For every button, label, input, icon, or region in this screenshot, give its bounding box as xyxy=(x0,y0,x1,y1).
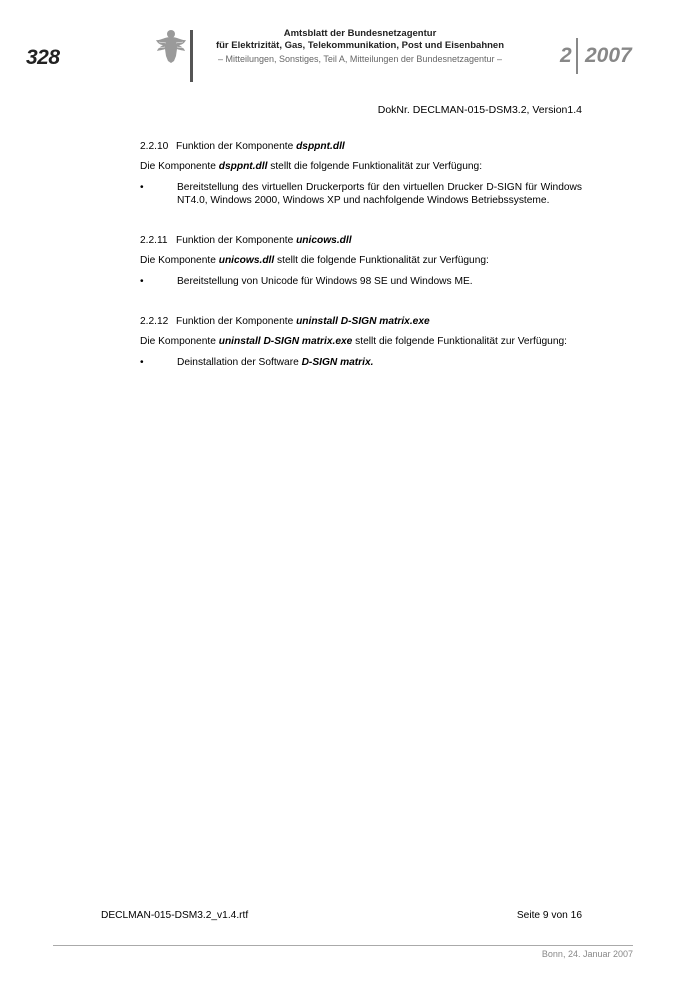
header-divider xyxy=(190,30,193,82)
bullet-symbol: • xyxy=(140,276,144,287)
document-number: DokNr. DECLMAN-015-DSM3.2, Version1.4 xyxy=(377,104,582,116)
section-2-2-10 xyxy=(140,140,582,207)
list-item-text xyxy=(177,356,582,369)
gazette-title-line1: Amtsblatt der Bundesnetzagentur xyxy=(283,28,437,39)
gazette-title-line2: für Elektrizität, Gas, Telekommunikation, Post und Eisenbahnen xyxy=(215,40,505,51)
heading-component: unicows.dll xyxy=(296,235,352,246)
heading-component: uninstall D-SIGN matrix.exe xyxy=(296,316,430,327)
intro-prefix: Die Komponente xyxy=(140,336,219,347)
heading-component: dsppnt.dll xyxy=(296,141,345,152)
intro-prefix: Die Komponente xyxy=(140,255,219,266)
gazette-title xyxy=(200,28,520,52)
footer-divider xyxy=(53,945,633,946)
intro-component: unicows.dll xyxy=(218,255,275,266)
intro-suffix: stellt die folgende Funktionalität zur Verfügung: xyxy=(274,255,489,266)
issue-number: 2 xyxy=(560,44,572,67)
section-heading xyxy=(140,234,582,247)
heading-text: Funktion der Komponente xyxy=(176,235,297,246)
section-2-2-11 xyxy=(140,234,582,288)
document-body xyxy=(140,140,582,396)
heading-text: Funktion der Komponente xyxy=(176,316,297,327)
section-intro xyxy=(140,160,582,173)
intro-component: uninstall D-SIGN matrix.exe xyxy=(218,336,353,347)
software-name: D-SIGN matrix. xyxy=(301,357,374,368)
section-number: 2.2.12 xyxy=(140,316,169,327)
federal-eagle-logo xyxy=(154,28,188,64)
issue-divider xyxy=(576,38,578,74)
bullet-symbol: • xyxy=(140,357,144,368)
gazette-subtitle: – Mitteilungen, Sonstiges, Teil A, Mitteilungen der Bundesnetzagentur – xyxy=(217,54,502,64)
section-2-2-12 xyxy=(140,315,582,369)
intro-component: dsppnt.dll xyxy=(218,161,268,172)
footer-date: Bonn, 24. Januar 2007 xyxy=(541,949,633,959)
footer-page-count: Seite 9 von 16 xyxy=(516,910,582,921)
page-number: 328 xyxy=(26,46,60,69)
bullet-symbol: • xyxy=(140,182,144,193)
intro-suffix: stellt die folgende Funktionalität zur Verfügung: xyxy=(267,161,483,172)
section-number: 2.2.11 xyxy=(140,235,168,246)
section-number: 2.2.10 xyxy=(140,141,169,152)
list-item xyxy=(140,181,582,207)
list-item-text: Bereitstellung des virtuellen Druckerports für den virtuellen Drucker D-SIGN für Windows NT4.0, Windows 2000, Windows XP und nachfolgende Windows Betriebssysteme. xyxy=(177,182,582,206)
footer-filename: DECLMAN-015-DSM3.2_v1.4.rtf xyxy=(101,910,249,921)
issue-year: 2007 xyxy=(585,44,632,67)
list-item xyxy=(140,275,582,288)
intro-prefix: Die Komponente xyxy=(140,161,219,172)
heading-text: Funktion der Komponente xyxy=(176,141,297,152)
list-item-text: Bereitstellung von Unicode für Windows 98 SE und Windows ME. xyxy=(177,276,473,287)
section-intro xyxy=(140,335,582,348)
section-heading xyxy=(140,315,582,328)
intro-suffix: stellt die folgende Funktionalität zur Verfügung: xyxy=(352,336,567,347)
section-intro xyxy=(140,254,582,267)
section-heading xyxy=(140,140,582,153)
list-item-prefix: Deinstallation der Software xyxy=(177,357,302,368)
list-item xyxy=(140,356,582,369)
